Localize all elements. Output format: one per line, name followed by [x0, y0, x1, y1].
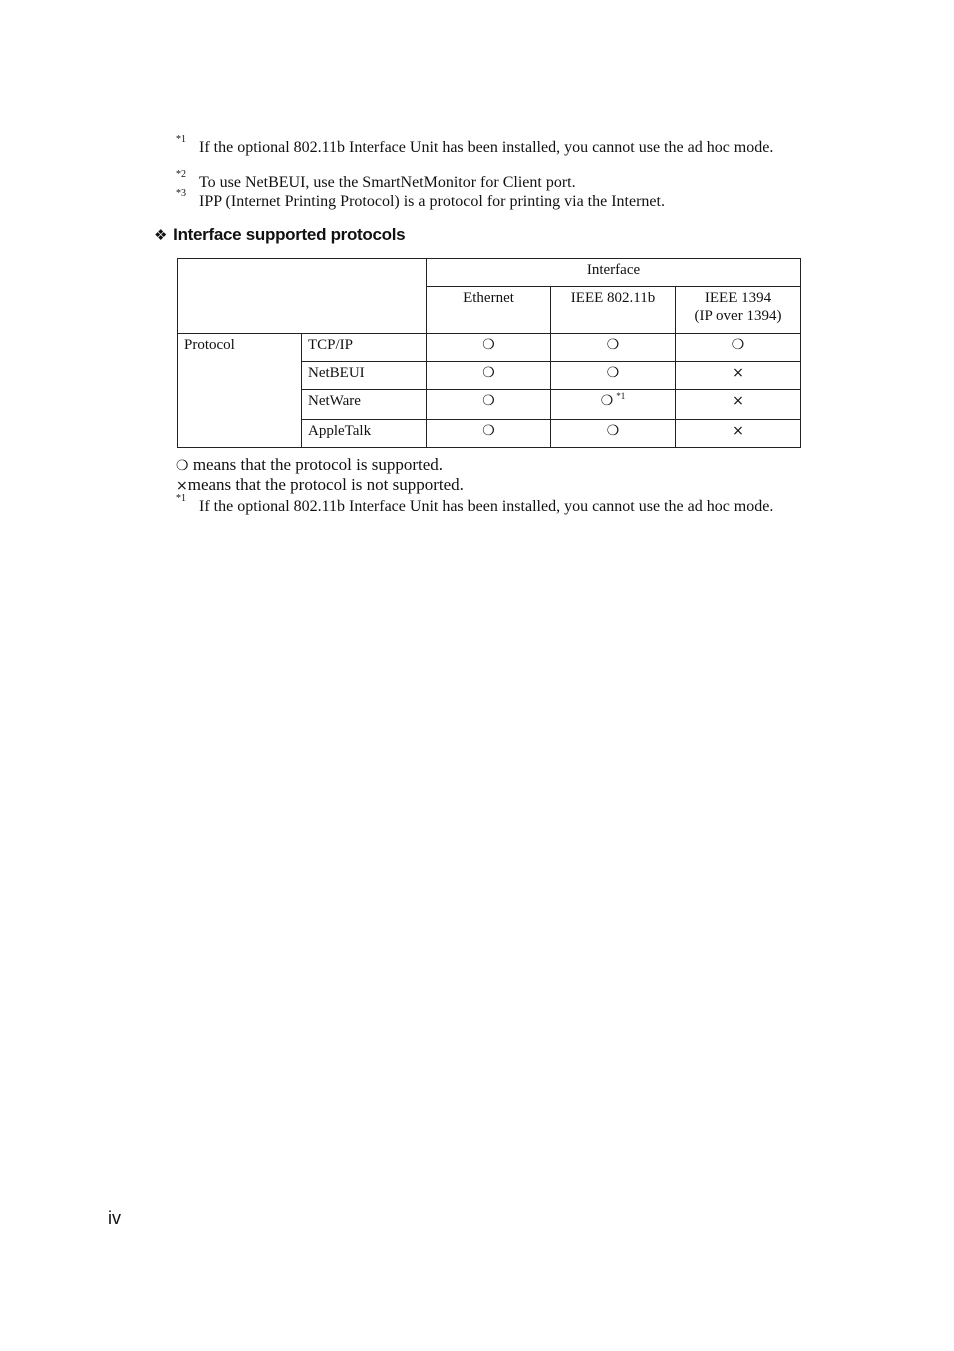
- table-corner: [178, 259, 427, 334]
- footnote-3: [176, 188, 802, 210]
- support-mark: ❍: [600, 393, 614, 409]
- not-supported-mark: ×: [732, 393, 744, 409]
- not-supported-mark: ×: [732, 365, 744, 381]
- legend-text: means that the protocol is supported.: [192, 455, 444, 474]
- column-header-ieee1394: [676, 287, 801, 334]
- protocol-table: [177, 258, 801, 448]
- diamond-bullet-icon: ❖: [154, 226, 168, 244]
- legend-not-supported: [176, 475, 464, 496]
- column-header-line2: (IP over 1394): [694, 308, 782, 324]
- row-label: TCP/IP: [302, 334, 427, 362]
- support-mark: ❍: [482, 365, 495, 381]
- row-label: NetBEUI: [302, 362, 427, 390]
- interface-header: Interface: [427, 259, 801, 287]
- support-mark: ❍: [482, 393, 495, 409]
- footnote-2: [176, 169, 802, 191]
- section-heading: [154, 225, 405, 245]
- support-mark: ❍: [482, 337, 495, 353]
- footnote-mark: *3: [176, 188, 186, 199]
- column-header-line1: IEEE 1394: [704, 290, 772, 306]
- support-mark: ❍: [606, 337, 620, 353]
- footnote-text: If the optional 802.11b Interface Unit has been installed, you cannot use the ad hoc mode.: [199, 139, 774, 156]
- page-number: iv: [108, 1208, 121, 1228]
- legend-text: means that the protocol is not supported.: [187, 475, 464, 494]
- footnote-mark: *2: [176, 169, 186, 180]
- not-supported-mark: ×: [732, 423, 744, 439]
- legend-supported: [176, 455, 443, 476]
- support-mark: ❍: [606, 365, 620, 381]
- footnote-text: If the optional 802.11b Interface Unit has been installed, you cannot use the ad hoc mode.: [199, 498, 774, 515]
- column-header-ethernet: Ethernet: [427, 287, 551, 334]
- footnote-text: IPP (Internet Printing Protocol) is a protocol for printing via the Internet.: [199, 193, 665, 210]
- not-supported-symbol: ×: [176, 478, 188, 494]
- table-row: [178, 334, 801, 362]
- footnote-1: [176, 134, 802, 156]
- section-title: Interface supported protocols: [173, 225, 406, 244]
- footnote-ref: *1: [616, 391, 626, 401]
- support-mark: ❍: [731, 337, 745, 353]
- footnote-mark: *1: [176, 493, 186, 504]
- footnote-bottom: [176, 493, 802, 515]
- row-label: AppleTalk: [302, 420, 427, 448]
- supported-symbol: ❍: [176, 458, 189, 474]
- footnote-mark: *1: [176, 134, 186, 145]
- footnote-text: To use NetBEUI, use the SmartNetMonitor for Client port.: [199, 174, 576, 191]
- column-header-ieee80211b: IEEE 802.11b: [551, 287, 676, 334]
- support-mark: ❍: [606, 423, 620, 439]
- row-label: NetWare: [302, 390, 427, 420]
- row-group-protocol: Protocol: [178, 334, 302, 448]
- support-mark: ❍: [482, 423, 495, 439]
